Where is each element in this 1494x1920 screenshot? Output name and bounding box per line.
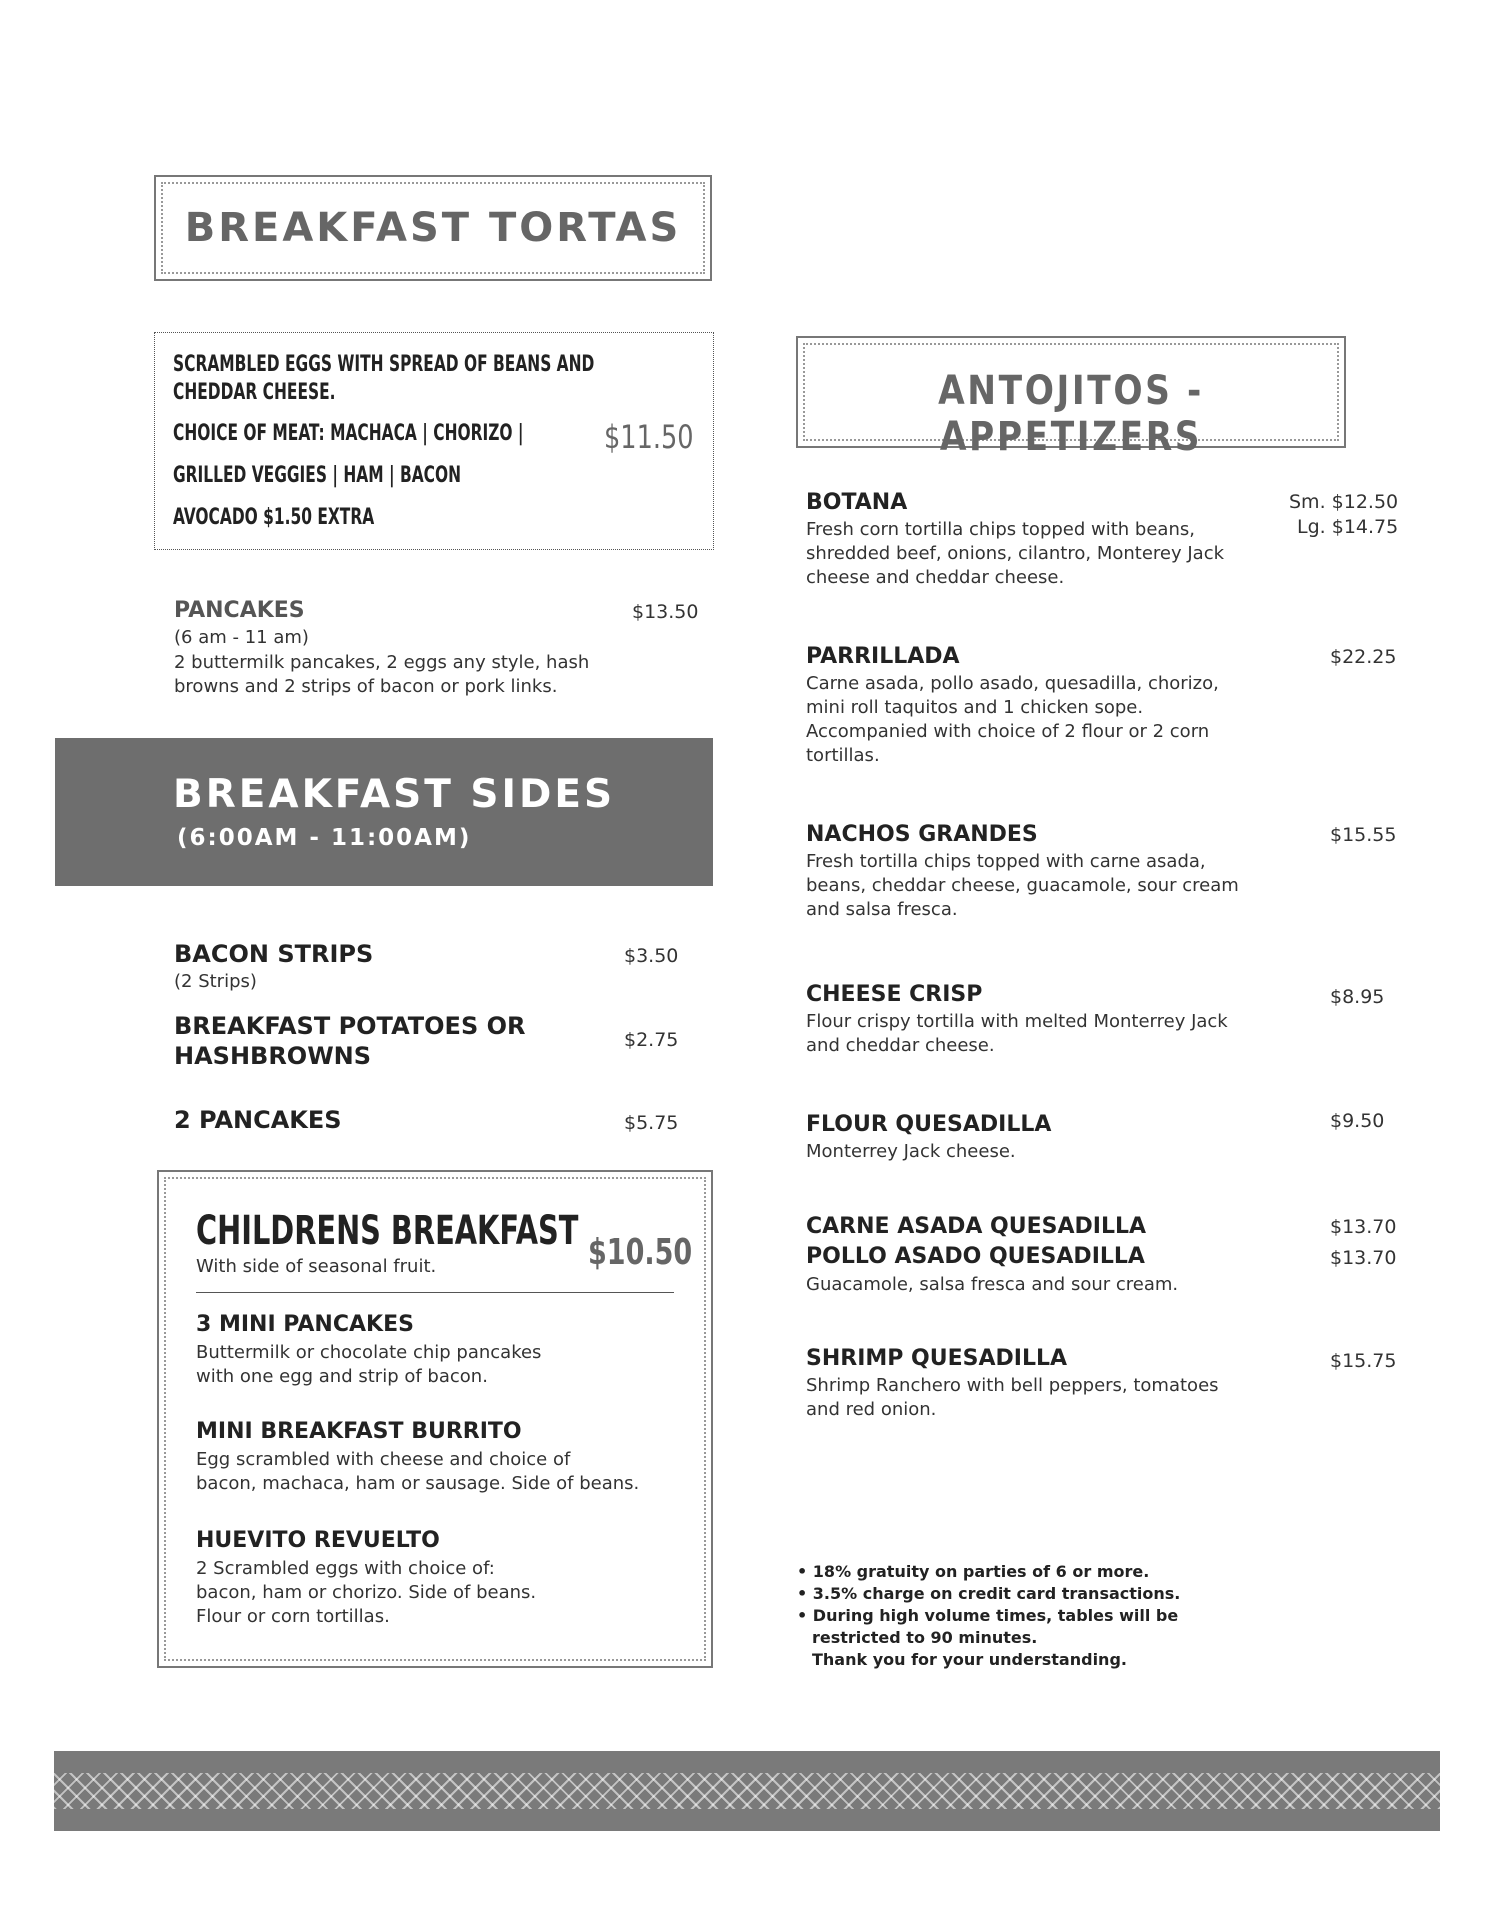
carne-asada-quesadilla-title: CARNE ASADA QUESADILLA <box>806 1214 1147 1239</box>
kids-pancakes-desc-2: with one egg and strip of bacon. <box>196 1366 488 1387</box>
pollo-asado-quesadilla-desc-1: Guacamole, salsa fresca and sour cream. <box>806 1274 1179 1295</box>
childrens-divider <box>196 1292 674 1293</box>
sides-heading: BREAKFAST SIDES <box>173 772 616 817</box>
nachos-title: NACHOS GRANDES <box>806 822 1038 847</box>
parrillada-desc-4: tortillas. <box>806 745 880 766</box>
side-potatoes-title-1: BREAKFAST POTATOES OR <box>174 1012 526 1040</box>
tortas-line-5: AVOCADO $1.50 EXTRA <box>173 505 375 530</box>
parrillada-desc-1: Carne asada, pollo asado, quesadilla, chorizo, <box>806 673 1219 694</box>
tortas-heading: BREAKFAST TORTAS <box>184 205 682 251</box>
pancakes-hours: (6 am - 11 am) <box>174 627 309 648</box>
side-bacon-title: BACON STRIPS <box>174 940 374 968</box>
shrimp-quesadilla-title: SHRIMP QUESADILLA <box>806 1346 1068 1371</box>
appetizers-heading: ANTOJITOS - APPETIZERS <box>938 368 1204 460</box>
nachos-desc-1: Fresh tortilla chips topped with carne asada, <box>806 851 1206 872</box>
side-pancakes-title: 2 PANCAKES <box>174 1106 342 1134</box>
botana-price-sm: Sm. $12.50 <box>1289 491 1399 513</box>
shrimp-quesadilla-desc-2: and red onion. <box>806 1399 937 1420</box>
tortas-price: $11.50 <box>604 418 694 456</box>
pancakes-title: PANCAKES <box>174 598 305 623</box>
shrimp-quesadilla-price: $15.75 <box>1330 1350 1397 1372</box>
kids-pancakes-desc-1: Buttermilk or chocolate chip pancakes <box>196 1342 542 1363</box>
sides-hours: (6:00AM - 11:00AM) <box>177 825 472 851</box>
kids-burrito-title: MINI BREAKFAST BURRITO <box>196 1419 522 1444</box>
note-high-volume: • During high volume times, tables will be <box>797 1606 1179 1625</box>
side-pancakes-price: $5.75 <box>624 1112 679 1134</box>
carne-asada-quesadilla-price: $13.70 <box>1330 1216 1397 1238</box>
cheese-crisp-desc-2: and cheddar cheese. <box>806 1035 995 1056</box>
pancakes-desc-2: browns and 2 strips of bacon or pork links. <box>174 676 558 697</box>
cheese-crisp-desc-1: Flour crispy tortilla with melted Monterrey Jack <box>806 1011 1228 1032</box>
botana-desc-3: cheese and cheddar cheese. <box>806 567 1065 588</box>
pancakes-price: $13.50 <box>632 601 699 623</box>
flour-quesadilla-title: FLOUR QUESADILLA <box>806 1112 1052 1137</box>
side-bacon-note: (2 Strips) <box>174 971 257 992</box>
parrillada-title: PARRILLADA <box>806 644 960 669</box>
botana-desc-2: shredded beef, onions, cilantro, Monterey Jack <box>806 543 1225 564</box>
tortas-line-2: CHEDDAR CHEESE. <box>173 380 336 405</box>
kids-burrito-desc-2: bacon, machaca, ham or sausage. Side of beans. <box>196 1473 640 1494</box>
botana-price-lg: Lg. $14.75 <box>1297 516 1399 538</box>
pollo-asado-quesadilla-title: POLLO ASADO QUESADILLA <box>806 1244 1145 1269</box>
nachos-price: $15.55 <box>1330 824 1397 846</box>
kids-huevito-title: HUEVITO REVUELTO <box>196 1528 440 1553</box>
botana-desc-1: Fresh corn tortilla chips topped with beans, <box>806 519 1195 540</box>
note-thank-you: Thank you for your understanding. <box>812 1650 1127 1669</box>
side-bacon-price: $3.50 <box>624 945 679 967</box>
nachos-desc-3: and salsa fresca. <box>806 899 958 920</box>
kids-huevito-desc-3: Flour or corn tortillas. <box>196 1606 390 1627</box>
tortas-heading-box <box>154 175 712 281</box>
note-credit-card: • 3.5% charge on credit card transactions. <box>797 1584 1181 1603</box>
tortas-line-4: GRILLED VEGGIES | HAM | BACON <box>173 463 462 488</box>
side-potatoes-title-2: HASHBROWNS <box>174 1042 372 1070</box>
nachos-desc-2: beans, cheddar cheese, guacamole, sour cream <box>806 875 1239 896</box>
kids-huevito-desc-2: bacon, ham or chorizo. Side of beans. <box>196 1582 537 1603</box>
note-gratuity: • 18% gratuity on parties of 6 or more. <box>797 1562 1150 1581</box>
flour-quesadilla-desc-1: Monterrey Jack cheese. <box>806 1141 1016 1162</box>
tortas-line-3: CHOICE OF MEAT: MACHACA | CHORIZO | <box>173 421 524 446</box>
flour-quesadilla-price: $9.50 <box>1330 1110 1385 1132</box>
pollo-asado-quesadilla-price: $13.70 <box>1330 1247 1397 1269</box>
appetizers-heading-box <box>796 336 1346 460</box>
parrillada-price: $22.25 <box>1330 646 1397 668</box>
parrillada-desc-2: mini roll taquitos and 1 chicken sope. <box>806 697 1144 718</box>
childrens-heading: CHILDRENS BREAKFAST <box>196 1208 579 1254</box>
shrimp-quesadilla-desc-1: Shrimp Ranchero with bell peppers, tomatoes <box>806 1375 1219 1396</box>
botana-title: BOTANA <box>806 490 908 515</box>
parrillada-desc-3: Accompanied with choice of 2 flour or 2 corn <box>806 721 1210 742</box>
kids-huevito-desc-1: 2 Scrambled eggs with choice of: <box>196 1558 495 1579</box>
note-time-limit: restricted to 90 minutes. <box>812 1628 1038 1647</box>
cheese-crisp-price: $8.95 <box>1330 986 1385 1008</box>
pancakes-desc-1: 2 buttermilk pancakes, 2 eggs any style, hash <box>174 652 590 673</box>
cheese-crisp-title: CHEESE CRISP <box>806 982 983 1007</box>
childrens-price: $10.50 <box>588 1232 693 1273</box>
childrens-subheading: With side of seasonal fruit. <box>196 1256 437 1277</box>
side-potatoes-price: $2.75 <box>624 1029 679 1051</box>
footer-pattern-band <box>54 1751 1440 1831</box>
tortas-line-1: SCRAMBLED EGGS WITH SPREAD OF BEANS AND <box>173 352 595 377</box>
kids-pancakes-title: 3 MINI PANCAKES <box>196 1312 414 1337</box>
kids-burrito-desc-1: Egg scrambled with cheese and choice of <box>196 1449 571 1470</box>
